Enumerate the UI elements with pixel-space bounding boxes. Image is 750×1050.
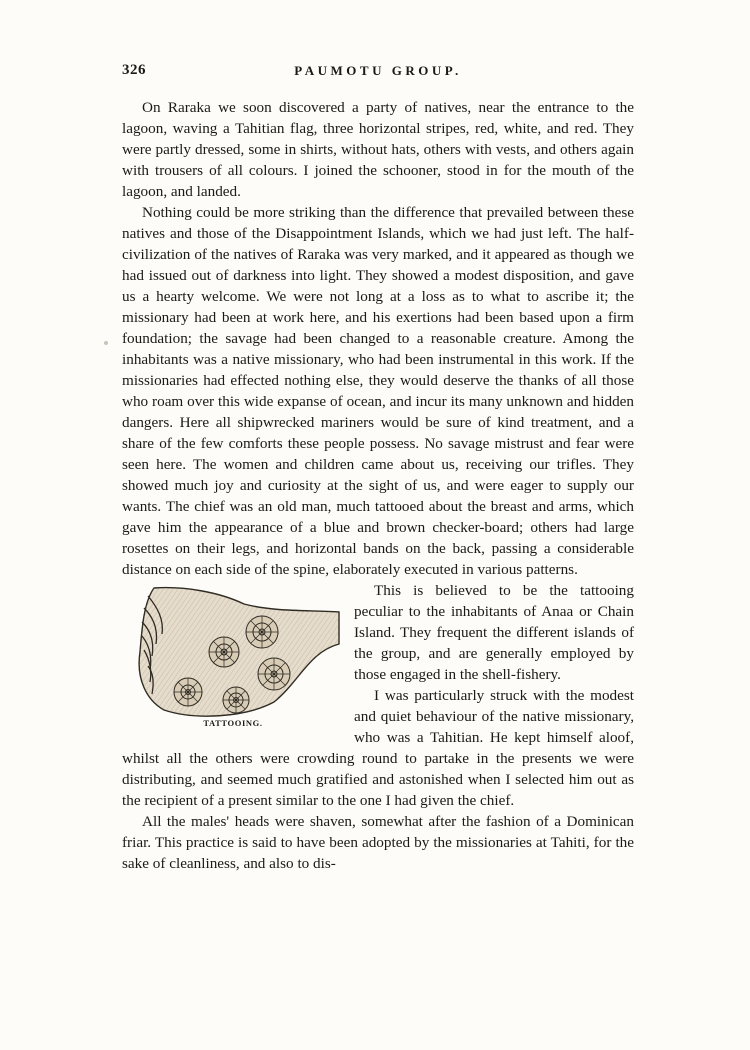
page-body: [122, 97, 634, 874]
margin-mark: [104, 341, 108, 345]
tattooed-leg-illustration: [124, 582, 342, 722]
page-number: 326: [122, 62, 146, 78]
tattooing-figure: [124, 582, 342, 734]
paragraph-5: All the males' heads were shaven, somewhat after the fashion of a Dominican friar. This practice is said to have been adopted by the missionaries at Tahiti, for the sake of cleanliness, and also to dis-: [122, 813, 634, 872]
paragraph-1: On Raraka we soon discovered a party of natives, near the entrance to the lagoon, waving a Tahitian flag, three horizontal stripes, red, white, and red. They were partly dressed, some in shirts, without hats, others with vests, and others again with trousers of all colours. I joined the schooner, stood in for the mouth of the lagoon, and landed.: [122, 99, 634, 200]
paragraph-4: I was particularly struck with the modest and quiet behaviour of the native missionary, who was a Tahitian. He kept himself aloof, whilst all the others were crowding round to partake in the presents we were distributing, and seemed much gratified and astonished when I selected him out as the recipient of a present similar to the one I had given the chief.: [122, 687, 634, 809]
figure-caption: TATTOOING.: [203, 718, 263, 728]
paragraph-2: Nothing could be more striking than the difference that prevailed between these natives and those of the Disappointment Islands, which we had just left. The half-civilization of the natives of Raraka was very marked, and it appeared as though we had issued out of darkness into light. They showed a modest disposition, and gave us a hearty welcome. We were not long at a loss as to what to ascribe it; the missionary had been at work here, and his exertions had been based upon a firm foundation; the savage had been changed to a reasonable creature. Among the inhabitants was a native missionary, who had been instrumental in this work. If the missionaries had effected nothing else, they would deserve the thanks of all those who roam over this wide expanse of ocean, and incur its many unknown and hidden dangers. Here all shipwrecked mariners would be sure of kind treatment, and a share of the few comforts these people possess. No savage mistrust and fear were seen here. The women and children came about us, receiving our trifles. They showed much joy and curiosity at the sight of us, and were eager to supply our wants. The chief was an old man, much tattooed about the breast and arms, which gave him the appearance of a blue and brown checker-board; others had large rosettes on their legs, and horizontal bands on the back, passing a considerable distance on each side of the spine, elaborately executed in various patterns.: [122, 204, 634, 578]
page-header: [122, 62, 634, 86]
running-title: PAUMOTU GROUP.: [294, 63, 462, 78]
paragraph-3: This is believed to be the tattooing peculiar to the inhabitants of Anaa or Chain Island. They frequent the different islands of the group, and are generally employed by those engaged in the shell-fishery.: [354, 582, 634, 683]
